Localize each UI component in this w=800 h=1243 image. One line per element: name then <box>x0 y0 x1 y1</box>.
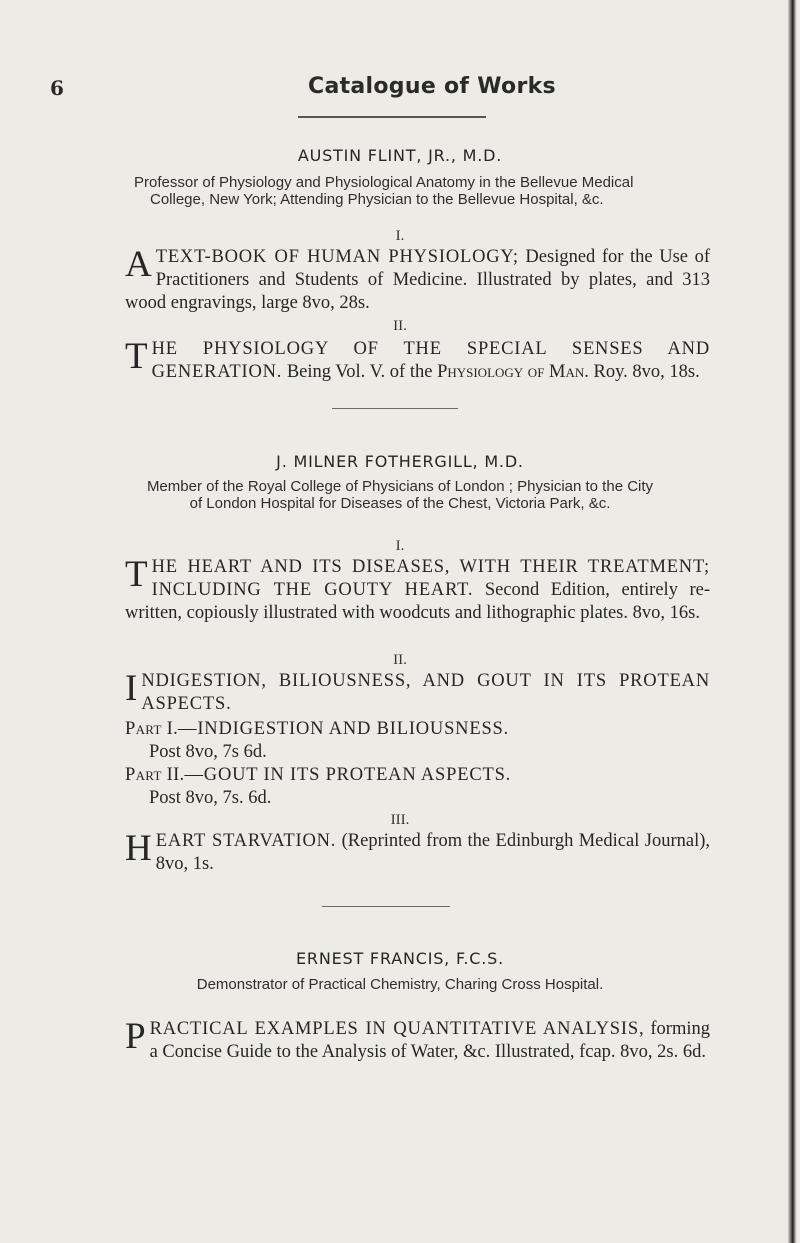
author-affiliation: Demonstrator of Practical Chemistry, Charing Cross Hospital. <box>196 976 604 993</box>
drop-cap: T <box>125 554 148 595</box>
work-numeral: I. <box>395 538 405 554</box>
work-price: Roy. 8vo, 18s. <box>593 362 700 382</box>
work-description: Being Vol. V. of the <box>286 362 433 382</box>
author-name: ERNEST FRANCIS, F.C.S. <box>296 949 504 968</box>
part-entry <box>125 718 710 764</box>
header-rule <box>298 116 486 118</box>
work-entry <box>125 830 710 876</box>
author-name: J. MILNER FOTHERGILL, M.D. <box>276 452 524 471</box>
work-title: HE PHYSIOLOGY OF THE SPECIAL SENSES AND GENERATION. <box>151 339 710 382</box>
drop-cap: I <box>125 668 138 709</box>
section-divider <box>332 408 458 409</box>
page-header <box>0 76 800 106</box>
part-label: Part I. <box>125 719 179 739</box>
drop-cap: T <box>125 336 148 377</box>
work-entry <box>125 556 710 625</box>
part-price: Post 8vo, 7s. 6d. <box>149 788 272 808</box>
work-title: HE HEART AND ITS DISEASES, WITH THEIR TREATMENT; INCLUDING THE GOUTY HEART. <box>151 557 710 600</box>
work-entry <box>125 670 710 716</box>
work-title: RACTICAL EXAMPLES IN QUANTITATIVE ANALYSIS, <box>149 1019 645 1039</box>
author-affiliation: Professor of Physiology and Physiological Anatomy in the Bellevue Medical College, New York; Attending Physician to the Bellevue Hospital, &c. <box>134 174 634 208</box>
work-numeral: I. <box>395 228 405 244</box>
work-description: Second Edition, entirely re-written, copiously illustrated with woodcuts and lithographic plates. 8vo, 16s. <box>125 580 711 623</box>
work-description: forming a Concise Guide to the Analysis of Water, &c. Illustrated, fcap. 8vo, 2s. 6d. <box>149 1019 710 1062</box>
part-entry <box>125 764 710 810</box>
work-title: NDIGESTION, BILIOUSNESS, AND GOUT IN ITS PROTEAN ASPECTS. <box>141 671 710 714</box>
running-title: Catalogue of Works <box>308 74 556 99</box>
work-entry <box>125 338 710 384</box>
work-title: EART STARVATION. <box>155 831 337 851</box>
work-numeral: II. <box>393 652 407 668</box>
part-price: Post 8vo, 7s 6d. <box>149 742 267 762</box>
work-numeral: II. <box>393 318 407 334</box>
work-title: TEXT-BOOK OF HUMAN PHYSIOLOGY; <box>155 247 519 267</box>
work-entry <box>125 1018 710 1064</box>
part-title: —INDIGESTION AND BILIOUSNESS. <box>178 719 510 739</box>
work-description: Designed for the Use of Practitioners and Students of Medicine. Illustrated by plates, and 313 wood engravings, large 8vo, 28s. <box>125 247 710 313</box>
part-title: —GOUT IN ITS PROTEAN ASPECTS. <box>184 765 512 785</box>
drop-cap: P <box>125 1016 146 1057</box>
author-affiliation: Member of the Royal College of Physicians of London ; Physician to the City of London Hospital for Diseases of the Chest, Victoria Park, &c. <box>146 478 654 512</box>
work-numeral: III. <box>390 812 410 828</box>
section-divider <box>322 906 450 907</box>
work-entry <box>125 246 710 315</box>
page-number: 6 <box>50 76 64 100</box>
work-description: (Reprinted from the Edinburgh Medical Journal), 8vo, 1s. <box>155 831 710 874</box>
author-name: AUSTIN FLINT, JR., M.D. <box>297 146 503 165</box>
drop-cap: A <box>125 244 152 285</box>
part-label: Part II. <box>125 765 185 785</box>
drop-cap: H <box>125 828 152 869</box>
series-title: Physiology of Man. <box>437 362 589 382</box>
